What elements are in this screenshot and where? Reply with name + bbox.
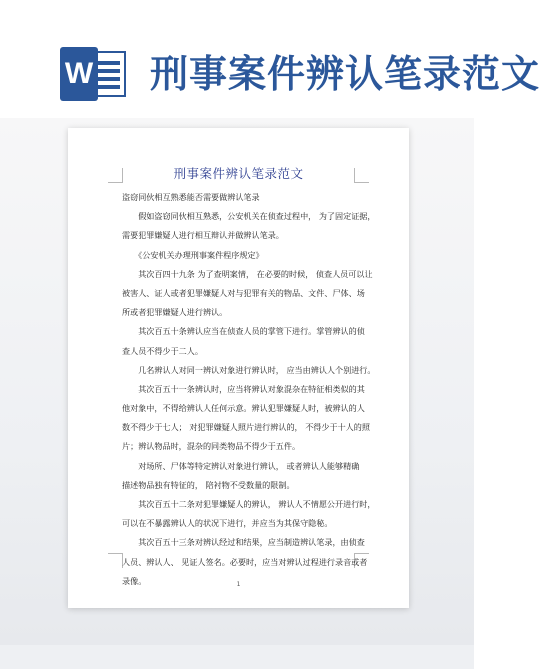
body-line: 查人员不得少于二人。 bbox=[122, 345, 203, 356]
body-line: 其次百四十九条 为了查明案情， 在必要的时候， 侦查人员可以让 bbox=[122, 268, 373, 279]
body-line: 《公安机关办理刑事案件程序规定》 bbox=[122, 249, 264, 260]
body-line: 可以在不暴露辨认人的状况下进行，并应当为其保守隐秘。 bbox=[122, 518, 333, 529]
body-line: 被害人、证人或者犯罪嫌疑人对与犯罪有关的物品、文件、尸体、场 bbox=[122, 287, 365, 298]
body-line: 需要犯罪嫌疑人进行相互辩认并做辨认笔录。 bbox=[122, 230, 284, 241]
document-title: 刑事案件辨认笔录范文 bbox=[173, 166, 304, 181]
body-line: 数不得少于七人； 对犯罪嫌疑人照片进行辨认的， 不得少于十人的照 bbox=[122, 422, 370, 433]
body-line: 其次百五十三条对辨认经过和结果，应当制造辨认笔录，由侦查 bbox=[122, 537, 365, 548]
page-number: 1 bbox=[236, 581, 241, 588]
body-line: 所或者犯罪嫌疑人进行辨认。 bbox=[122, 307, 228, 318]
body-line: 人员、辨认人、 见证人签名。必要时，应当对辨认过程进行录音或者 bbox=[122, 556, 368, 567]
body-line: 假如盗窃同伙相互熟悉，公安机关在侦查过程中， 为了固定证据， bbox=[122, 211, 376, 222]
body-line: 片；辨认物品时，混杂的同类物品不得少于五件。 bbox=[122, 441, 301, 452]
banner-title: 刑事案件辨认笔录范文 bbox=[150, 52, 540, 96]
document-page bbox=[68, 128, 409, 608]
body-line: 几名辨认人对同一辨认对象进行辨认时， 应当由辨认人个别进行。 bbox=[122, 364, 376, 375]
crop-mark-bottom-left bbox=[108, 553, 123, 568]
word-logo-badge: W bbox=[60, 47, 98, 101]
body-line: 他对象中，不得给辨认人任何示意。辨认犯罪嫌疑人时，被辨认的人 bbox=[122, 403, 365, 414]
footer-strip bbox=[0, 645, 474, 669]
body-line: 描述物品独有特征的， 陪衬物不受数量的限制。 bbox=[122, 479, 295, 490]
body-line: 其次百五十一条辨认时，应当将辨认对象混杂在特征相类似的其 bbox=[122, 383, 365, 394]
body-line: 录像。 bbox=[122, 575, 147, 586]
body-line: 其次百五十二条对犯罪嫌疑人的辨认， 辨认人不情愿公开进行时， bbox=[122, 499, 376, 509]
word-document-icon bbox=[60, 47, 128, 101]
body-line: 其次百五十条辨认应当在侦查人员的掌管下进行。掌管辨认的侦 bbox=[122, 326, 365, 337]
banner bbox=[0, 0, 540, 118]
body-line: 盗窃同伙相互熟悉能否需要做辨认笔录 bbox=[122, 192, 260, 202]
document-body bbox=[122, 190, 376, 588]
body-line: 对场所、尸体等特定辨认对象进行辨认， 或者辨认人能够精确 bbox=[122, 460, 360, 471]
